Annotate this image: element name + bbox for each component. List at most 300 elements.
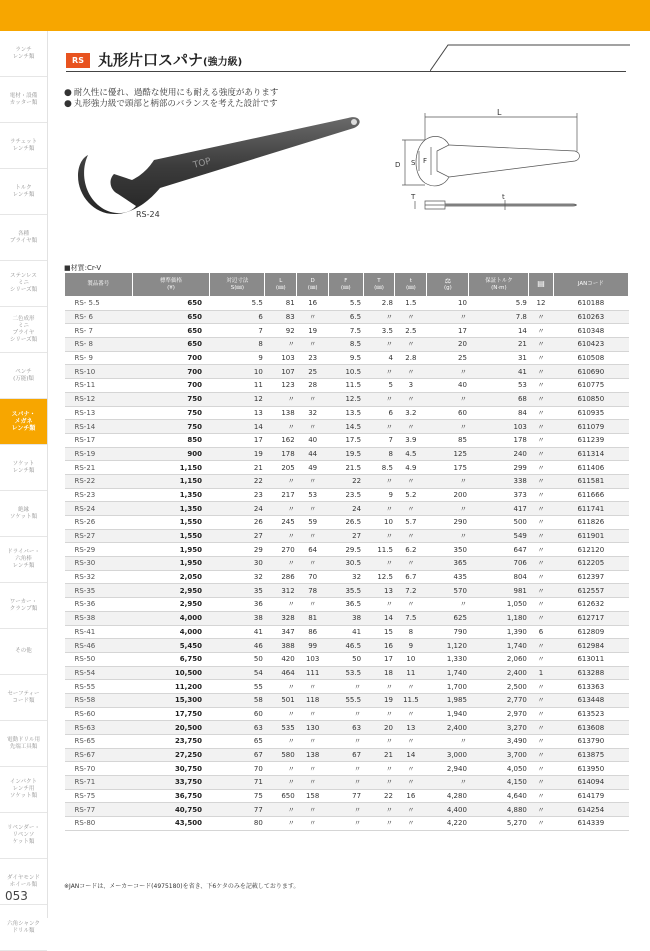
table-cell: 〃 xyxy=(363,776,395,790)
table-cell: 614179 xyxy=(553,789,628,803)
table-cell: 〃 xyxy=(265,420,297,434)
table-cell: 〃 xyxy=(395,803,427,817)
table-cell: 54 xyxy=(210,666,265,680)
table-cell: 613950 xyxy=(553,762,628,776)
sidebar-item[interactable]: スパナ・ メガネ レンチ類 xyxy=(0,399,47,445)
table-cell: 〃 xyxy=(297,557,329,571)
table-cell: 750 xyxy=(132,392,210,406)
table-cell: 46 xyxy=(210,639,265,653)
table-cell: 350 xyxy=(427,543,469,557)
table-cell: 501 xyxy=(265,693,297,707)
feature-item: ● 耐久性に優れ、過酷な使用にも耐える強度があります xyxy=(64,88,279,98)
table-cell: 35 xyxy=(210,584,265,598)
table-cell: 2,500 xyxy=(469,680,529,694)
table-cell: 125 xyxy=(427,447,469,461)
table-cell: 〃 xyxy=(265,338,297,352)
table-cell: 4,400 xyxy=(427,803,469,817)
table-cell: 612809 xyxy=(553,625,628,639)
table-cell: 4,220 xyxy=(427,817,469,831)
table-cell: 613288 xyxy=(553,666,628,680)
table-row xyxy=(65,310,629,324)
table-cell: 12.5 xyxy=(329,392,363,406)
table-cell: 〃 xyxy=(395,776,427,790)
feature-item: ● 丸形強力級で頭部と柄部のバランスを考えた設計です xyxy=(64,99,278,109)
sidebar-item[interactable]: 絶縁 ソケット類 xyxy=(0,491,47,537)
table-cell: 10 xyxy=(363,516,395,530)
table-cell: 〃 xyxy=(529,680,553,694)
table-cell: 3.9 xyxy=(395,433,427,447)
table-cell: 85 xyxy=(427,433,469,447)
table-row xyxy=(65,502,629,516)
table-cell: 15 xyxy=(363,625,395,639)
table-cell: RS-26 xyxy=(65,516,133,530)
table-cell: RS-23 xyxy=(65,488,133,502)
table-cell: 9 xyxy=(395,639,427,653)
table-cell: RS-32 xyxy=(65,570,133,584)
table-cell: 〃 xyxy=(529,420,553,434)
table-cell: 700 xyxy=(132,379,210,393)
col-header-jan: JANコード xyxy=(553,273,628,297)
table-cell: 17 xyxy=(210,433,265,447)
table-cell: 92 xyxy=(265,324,297,338)
table-cell: 570 xyxy=(427,584,469,598)
table-cell: 〃 xyxy=(529,652,553,666)
table-cell: 80 xyxy=(210,817,265,831)
header-slant-line xyxy=(430,44,630,72)
table-cell: 175 xyxy=(427,461,469,475)
table-cell: 〃 xyxy=(529,516,553,530)
table-cell: 240 xyxy=(469,447,529,461)
table-cell: 1,940 xyxy=(427,707,469,721)
table-row xyxy=(65,338,629,352)
table-cell: 〃 xyxy=(265,529,297,543)
table-cell: 2.8 xyxy=(395,351,427,365)
table-cell: 16 xyxy=(297,297,329,311)
table-header-row xyxy=(65,273,629,297)
package-icon: ▤ xyxy=(537,278,545,288)
table-cell: 13 xyxy=(210,406,265,420)
sidebar-item[interactable]: ドライバー・ 六角棒 レンチ類 xyxy=(0,537,47,583)
col-header-F: F (㎜) xyxy=(329,273,363,297)
table-cell: 〃 xyxy=(297,735,329,749)
table-cell: RS-65 xyxy=(65,735,133,749)
table-cell: RS- 5.5 xyxy=(65,297,133,311)
table-cell: 〃 xyxy=(363,502,395,516)
sidebar-item[interactable]: ワーカー・ クランプ類 xyxy=(0,583,47,629)
table-cell: 〃 xyxy=(529,351,553,365)
table-cell: 〃 xyxy=(363,707,395,721)
table-cell: 14 xyxy=(469,324,529,338)
table-cell: 19 xyxy=(210,447,265,461)
table-cell: 78 xyxy=(297,584,329,598)
table-cell: 613608 xyxy=(553,721,628,735)
table-cell: RS-63 xyxy=(65,721,133,735)
table-cell: 〃 xyxy=(329,817,363,831)
table-cell: 〃 xyxy=(529,584,553,598)
table-cell: 41 xyxy=(210,625,265,639)
table-cell: 9 xyxy=(210,351,265,365)
table-cell: 〃 xyxy=(427,420,469,434)
table-cell: 610690 xyxy=(553,365,628,379)
table-cell: 60 xyxy=(427,406,469,420)
table-cell: 614094 xyxy=(553,776,628,790)
table-cell: 611581 xyxy=(553,474,628,488)
table-cell: 〃 xyxy=(395,365,427,379)
table-cell: 〃 xyxy=(529,557,553,571)
col-header-price: 標準価格 (¥) xyxy=(132,273,210,297)
table-cell: 〃 xyxy=(265,762,297,776)
table-cell: 613011 xyxy=(553,652,628,666)
table-cell: 613523 xyxy=(553,707,628,721)
col-header-size: 対辺寸法 S(㎜) xyxy=(210,273,265,297)
table-cell: 63 xyxy=(329,721,363,735)
table-cell: 9 xyxy=(363,488,395,502)
table-cell: 347 xyxy=(265,625,297,639)
table-cell: 610348 xyxy=(553,324,628,338)
table-cell: 365 xyxy=(427,557,469,571)
table-cell: 38 xyxy=(210,611,265,625)
table-cell: 〃 xyxy=(297,762,329,776)
table-cell: 〃 xyxy=(297,776,329,790)
table-cell: 〃 xyxy=(529,776,553,790)
table-cell: 8 xyxy=(363,447,395,461)
table-cell: 610423 xyxy=(553,338,628,352)
table-cell: 〃 xyxy=(395,707,427,721)
table-cell: 〃 xyxy=(363,598,395,612)
table-row xyxy=(65,297,629,311)
sidebar-item[interactable]: 電材・設備 カッター類 xyxy=(0,77,47,123)
sidebar-item[interactable]: ランチ レンチ類 xyxy=(0,31,47,77)
col-header-weight: ⚖ (g) xyxy=(427,273,469,297)
table-cell: 650 xyxy=(265,789,297,803)
table-cell: 〃 xyxy=(363,557,395,571)
sidebar-item[interactable]: 各種 プライヤ類 xyxy=(0,215,47,261)
sidebar-item[interactable]: トルク レンチ類 xyxy=(0,169,47,215)
table-cell: 〃 xyxy=(395,310,427,324)
table-cell: 625 xyxy=(427,611,469,625)
table-cell: 290 xyxy=(427,516,469,530)
table-cell: 118 xyxy=(297,693,329,707)
table-cell: 〃 xyxy=(363,474,395,488)
table-cell: 850 xyxy=(132,433,210,447)
table-cell: 65 xyxy=(210,735,265,749)
spec-table xyxy=(64,272,629,831)
table-cell: 611239 xyxy=(553,433,628,447)
table-cell: 612205 xyxy=(553,557,628,571)
table-cell: 〃 xyxy=(529,433,553,447)
table-cell: 11.5 xyxy=(363,543,395,557)
table-cell: 44 xyxy=(297,447,329,461)
table-cell: 41 xyxy=(469,365,529,379)
table-cell: 650 xyxy=(132,310,210,324)
table-cell: 2.5 xyxy=(395,324,427,338)
table-cell: 67 xyxy=(329,748,363,762)
table-cell: 613448 xyxy=(553,693,628,707)
table-cell: RS-27 xyxy=(65,529,133,543)
table-cell: 1,350 xyxy=(132,488,210,502)
dimension-diagram xyxy=(385,105,585,225)
table-cell: 1,350 xyxy=(132,502,210,516)
table-cell: 77 xyxy=(329,789,363,803)
table-row xyxy=(65,735,629,749)
table-cell: 13.5 xyxy=(329,406,363,420)
table-cell: 〃 xyxy=(529,338,553,352)
table-row xyxy=(65,817,629,831)
table-cell: 19 xyxy=(363,693,395,707)
table-cell: 1 xyxy=(529,666,553,680)
table-cell: 178 xyxy=(469,433,529,447)
table-cell: 5.7 xyxy=(395,516,427,530)
table-cell: 1,050 xyxy=(469,598,529,612)
wrench-photo xyxy=(70,110,370,220)
table-cell: 6 xyxy=(210,310,265,324)
table-cell: 〃 xyxy=(265,680,297,694)
table-cell: 2,940 xyxy=(427,762,469,776)
table-cell: RS-58 xyxy=(65,693,133,707)
photo-label: RS-24 xyxy=(136,210,160,219)
table-cell: 6 xyxy=(363,406,395,420)
sidebar-item[interactable]: ペンチ (万能)類 xyxy=(0,353,47,399)
table-cell: 53 xyxy=(297,488,329,502)
table-cell: 373 xyxy=(469,488,529,502)
table-cell: 〃 xyxy=(363,310,395,324)
table-cell: 21 xyxy=(469,338,529,352)
table-cell: 〃 xyxy=(529,721,553,735)
table-cell: 11.5 xyxy=(329,379,363,393)
table-cell: RS- 9 xyxy=(65,351,133,365)
table-cell: 〃 xyxy=(363,735,395,749)
table-cell: 7.8 xyxy=(469,310,529,324)
table-cell: 23 xyxy=(297,351,329,365)
table-cell: 81 xyxy=(265,297,297,311)
table-cell: RS-24 xyxy=(65,502,133,516)
col-header-product-no: 製品番号 xyxy=(65,273,133,297)
table-cell: 〃 xyxy=(529,762,553,776)
table-cell: 〃 xyxy=(265,557,297,571)
table-cell: 16 xyxy=(395,789,427,803)
table-cell: 613790 xyxy=(553,735,628,749)
table-cell: 67 xyxy=(210,748,265,762)
table-cell: RS-11 xyxy=(65,379,133,393)
table-cell: 17,750 xyxy=(132,707,210,721)
table-cell: 750 xyxy=(132,406,210,420)
table-cell: 〃 xyxy=(395,762,427,776)
table-cell: 〃 xyxy=(529,310,553,324)
table-cell: 611666 xyxy=(553,488,628,502)
table-cell: 〃 xyxy=(329,776,363,790)
table-cell: 11.5 xyxy=(395,693,427,707)
table-cell: 32 xyxy=(297,406,329,420)
table-cell: RS-13 xyxy=(65,406,133,420)
table-cell: 650 xyxy=(132,297,210,311)
table-cell: 312 xyxy=(265,584,297,598)
table-cell: 33,750 xyxy=(132,776,210,790)
table-row xyxy=(65,516,629,530)
table-cell: 〃 xyxy=(395,420,427,434)
table-cell: 77 xyxy=(210,803,265,817)
table-cell: 〃 xyxy=(363,762,395,776)
dim-F-label: F xyxy=(423,157,428,165)
table-cell: 〃 xyxy=(297,680,329,694)
table-cell: 50 xyxy=(329,652,363,666)
table-cell: 30 xyxy=(210,557,265,571)
table-cell: 〃 xyxy=(363,529,395,543)
col-header-torque: 保証トルク (N·m) xyxy=(469,273,529,297)
sidebar-item[interactable]: リペンダー・ リペンソ ケット類 xyxy=(0,813,47,859)
table-cell: 1,180 xyxy=(469,611,529,625)
sidebar-item[interactable]: セーフティー コード類 xyxy=(0,675,47,721)
table-cell: 〃 xyxy=(265,735,297,749)
table-cell: 6 xyxy=(529,625,553,639)
table-cell: 612632 xyxy=(553,598,628,612)
table-cell: 2.8 xyxy=(363,297,395,311)
table-cell: 14 xyxy=(363,611,395,625)
table-cell: 205 xyxy=(265,461,297,475)
table-cell: 11 xyxy=(210,379,265,393)
table-row xyxy=(65,488,629,502)
table-row xyxy=(65,748,629,762)
sidebar-item[interactable]: ステンレス ミニ シリーズ類 xyxy=(0,261,47,307)
table-cell: RS-46 xyxy=(65,639,133,653)
table-cell: 75 xyxy=(210,789,265,803)
sidebar-item[interactable]: 電動ドリル用 先端工具類 xyxy=(0,721,47,767)
table-cell: 981 xyxy=(469,584,529,598)
table-cell: 99 xyxy=(297,639,329,653)
table-cell: 5.2 xyxy=(395,488,427,502)
table-cell: RS-21 xyxy=(65,461,133,475)
table-cell: 〃 xyxy=(529,379,553,393)
sidebar-item[interactable]: ダイヤモンド ホイール類 xyxy=(0,859,47,905)
table-cell: 10.5 xyxy=(329,365,363,379)
table-cell: RS-77 xyxy=(65,803,133,817)
sidebar-item[interactable]: ソケット レンチ類 xyxy=(0,445,47,491)
table-cell: 111 xyxy=(297,666,329,680)
table-cell: 2,770 xyxy=(469,693,529,707)
table-cell: 5.5 xyxy=(210,297,265,311)
table-cell: 〃 xyxy=(529,488,553,502)
table-cell: 4,000 xyxy=(132,625,210,639)
table-cell: 10 xyxy=(395,652,427,666)
table-row xyxy=(65,639,629,653)
table-cell: 17 xyxy=(363,652,395,666)
table-cell: RS-41 xyxy=(65,625,133,639)
table-cell: RS-80 xyxy=(65,817,133,831)
dim-L-label: L xyxy=(497,108,502,117)
table-cell: 〃 xyxy=(395,817,427,831)
table-cell: 5 xyxy=(363,379,395,393)
product-code-badge: RS xyxy=(66,53,90,68)
table-cell: 612397 xyxy=(553,570,628,584)
table-row xyxy=(65,461,629,475)
table-cell: 〃 xyxy=(529,803,553,817)
table-cell: 86 xyxy=(297,625,329,639)
table-cell: 〃 xyxy=(265,803,297,817)
table-row xyxy=(65,803,629,817)
col-header-L: L (㎜) xyxy=(265,273,297,297)
table-cell: 10 xyxy=(210,365,265,379)
table-cell: 17 xyxy=(427,324,469,338)
table-cell: 36 xyxy=(210,598,265,612)
table-cell: 〃 xyxy=(427,474,469,488)
table-cell: 107 xyxy=(265,365,297,379)
table-cell: 804 xyxy=(469,570,529,584)
table-cell: RS-10 xyxy=(65,365,133,379)
table-cell: 2,400 xyxy=(427,721,469,735)
table-cell: 11 xyxy=(395,666,427,680)
table-cell: RS-67 xyxy=(65,748,133,762)
table-cell: 8.5 xyxy=(329,338,363,352)
table-row xyxy=(65,406,629,420)
table-cell: 83 xyxy=(265,310,297,324)
table-cell: 〃 xyxy=(427,735,469,749)
table-cell: RS-75 xyxy=(65,789,133,803)
sidebar-item[interactable]: ラチェット レンチ類 xyxy=(0,123,47,169)
table-cell: 9.5 xyxy=(329,351,363,365)
table-cell: 4,000 xyxy=(132,611,210,625)
sidebar-item[interactable]: 六角シャンク ドリル類 xyxy=(0,905,47,951)
product-title: 丸形片口スパナ(強力級) xyxy=(98,51,243,69)
table-cell: 53 xyxy=(469,379,529,393)
table-cell: 〃 xyxy=(427,502,469,516)
sidebar-item[interactable]: インパクト レンチ用 ソケット類 xyxy=(0,767,47,813)
table-cell: 58 xyxy=(210,693,265,707)
table-cell: 178 xyxy=(265,447,297,461)
sidebar-item[interactable]: その他 xyxy=(0,629,47,675)
table-cell: 612984 xyxy=(553,639,628,653)
svg-text:TOP: TOP xyxy=(192,156,213,171)
table-cell: 〃 xyxy=(529,543,553,557)
col-header-t: t (㎜) xyxy=(395,273,427,297)
table-cell: 8 xyxy=(395,625,427,639)
table-cell: 〃 xyxy=(529,611,553,625)
table-cell: 1,740 xyxy=(469,639,529,653)
table-cell: RS-14 xyxy=(65,420,133,434)
table-cell: 〃 xyxy=(297,310,329,324)
table-cell: RS-12 xyxy=(65,392,133,406)
table-cell: 1.5 xyxy=(395,297,427,311)
table-cell: 790 xyxy=(427,625,469,639)
table-cell: 〃 xyxy=(363,392,395,406)
table-cell: 63 xyxy=(210,721,265,735)
table-cell: 611826 xyxy=(553,516,628,530)
table-cell: 647 xyxy=(469,543,529,557)
table-cell: 21 xyxy=(210,461,265,475)
col-header-package xyxy=(529,273,553,297)
table-cell: 4,880 xyxy=(469,803,529,817)
table-cell: 3,700 xyxy=(469,748,529,762)
table-cell: 35.5 xyxy=(329,584,363,598)
table-cell: 6.7 xyxy=(395,570,427,584)
table-cell: 55 xyxy=(210,680,265,694)
table-cell: 15,300 xyxy=(132,693,210,707)
table-cell: 〃 xyxy=(329,735,363,749)
table-cell: 31 xyxy=(469,351,529,365)
table-cell: 43,500 xyxy=(132,817,210,831)
table-cell: RS-29 xyxy=(65,543,133,557)
table-cell: 1,550 xyxy=(132,529,210,543)
table-cell: 22 xyxy=(329,474,363,488)
sidebar-item[interactable]: 二色成形 ミニ プライヤ シリーズ類 xyxy=(0,307,47,353)
table-cell: 7.5 xyxy=(395,611,427,625)
table-cell: 29 xyxy=(210,543,265,557)
table-cell: 19.5 xyxy=(329,447,363,461)
table-cell: 〃 xyxy=(297,392,329,406)
table-cell: 〃 xyxy=(427,776,469,790)
dim-S-label: S xyxy=(411,159,416,167)
table-cell: RS- 7 xyxy=(65,324,133,338)
table-cell: 4.5 xyxy=(395,447,427,461)
table-cell: 611314 xyxy=(553,447,628,461)
